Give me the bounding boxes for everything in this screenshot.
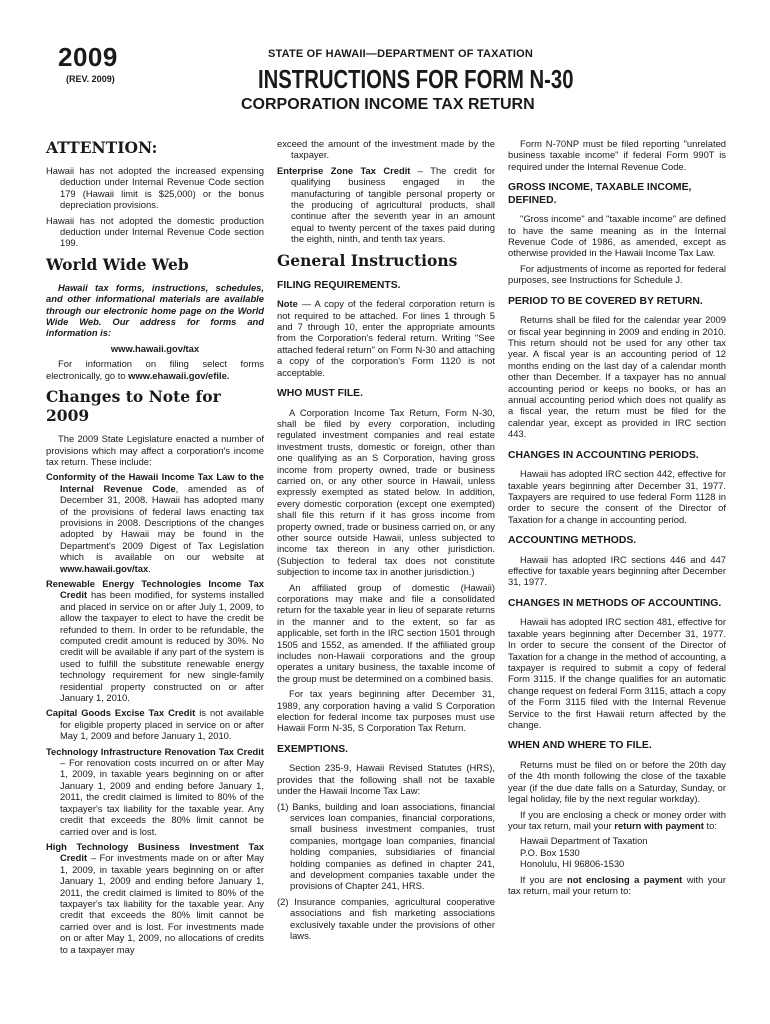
general-instructions-heading: General Instructions xyxy=(277,250,458,270)
page-header xyxy=(0,0,770,130)
changes-methods-heading: CHANGES IN METHODS OF ACCOUNTING. xyxy=(508,597,722,609)
changes-methods-paragraph: Hawaii has adopted IRC section 481, effective for taxable years beginning after December 31, 1977. In order to secure the consent of the Director of Taxation for a change in the method of accounting, a taxpayer is required to submit a copy of federal Form 3115. If the change qualifies for an automatic change request on federal Form 3115, attach a copy of the Form 3115 filed with the Internal Revenue Service to the first Hawaii return affected by the change. xyxy=(508,616,726,731)
payment-text: If you are enclosing a check or money order with your tax return, mail your xyxy=(508,808,726,831)
renewable-item xyxy=(46,578,264,703)
gross-income-paragraph-1: "Gross income" and "taxable income" are defined to have the same meaning as in the Internal Revenue Code of 1986, as amended, except as otherwise provided in the Hawaii Income Tax Law. xyxy=(508,213,726,259)
no-payment-text: If you are xyxy=(520,873,568,885)
no-payment-text-end: with your tax return, mail your return to: xyxy=(508,873,726,896)
efile-text: For information on filing select forms electronically, go to xyxy=(46,358,264,381)
address-line-2: P.O. Box 1530 xyxy=(520,846,580,858)
when-where-heading: WHEN AND WHERE TO FILE. xyxy=(508,740,652,752)
exemptions-intro: Section 235-9, Hawaii Revised Statutes (HRS), provides that the following shall not be taxable under the Hawaii Income Tax Law: xyxy=(277,762,495,797)
agency-name: STATE OF HAWAII—DEPARTMENT OF TAXATION xyxy=(268,48,534,60)
continued-paragraph: exceed the amount of the investment made by the taxpayer. xyxy=(277,138,495,161)
tech-infra-title: Technology Infrastructure Renovation Tax Credit xyxy=(46,745,264,757)
filing-requirements-heading: FILING REQUIREMENTS. xyxy=(277,279,401,291)
form-year: 2009 xyxy=(58,42,118,72)
revision-label: (REV. 2009) xyxy=(66,74,115,84)
period-heading: PERIOD TO BE COVERED BY RETURN. xyxy=(508,295,703,307)
conformity-end: . xyxy=(148,562,151,574)
conformity-item xyxy=(46,471,264,574)
note-paragraph xyxy=(277,298,495,378)
high-tech-item xyxy=(46,841,264,955)
accounting-methods-paragraph: Hawaii has adopted IRC sections 446 and 447 effective for taxable years beginning after December 31, 1977. xyxy=(508,553,726,588)
column-3 xyxy=(508,138,726,900)
n70np-paragraph: Form N-70NP must be filed reporting "unrelated business taxable income" if federal Form 990T is required under the Internal Revenue Code. xyxy=(508,138,726,172)
note-text: — A copy of the federal corporation return is not required to be attached. For lines 1 through 5 and 7 through 10, enter the appropriate amounts from the Corporation's federal return. Writing "See attached federal return" on Form N-30 and attaching a copy of the corporation's Form 1120 is not acceptable. xyxy=(277,298,495,378)
page-subtitle: CORPORATION INCOME TAX RETURN xyxy=(241,96,535,113)
conformity-url-link[interactable]: www.hawaii.gov/tax xyxy=(60,562,149,574)
www-heading: World Wide Web xyxy=(46,254,189,274)
who-paragraph-2: An affiliated group of domestic (Hawaii) corporations may make and file a consolidated return for the taxable year in lieu of separate returns in the manner and to the extent, so far as applicable, set forth in the IRC section 1501 through 1505 and 1552, as amended. If the affiliated group includes non-Hawaii corporations and the group operates a unitary business, the taxable income of the group must be determined on a combined basis. xyxy=(277,581,495,684)
payment-emphasis: return with payment xyxy=(614,819,704,831)
renewable-text: has been modified, for systems installed and placed in service on or after July 1, 2009, to allow the taxpayer to elect to have the credit be refunded to them. In order to be refundable, the computed credit amount is reduced by 30%. No credit will be available if any part of the system is used to fulfill the substitute renewable energy technology requirement for new single-family residential property constructed on or after January 1, 2010. xyxy=(60,589,264,704)
address-line-1: Hawaii Department of Taxation xyxy=(520,835,648,847)
payment-text-end: to: xyxy=(703,819,717,831)
who-must-file-heading: WHO MUST FILE. xyxy=(277,388,364,399)
conformity-title: Conformity of the Hawaii Income Tax Law to the Internal Revenue Code xyxy=(46,471,264,494)
attention-paragraph-2: Hawaii has not adopted the domestic production deduction under Internal Revenue Code section 199. xyxy=(46,214,264,249)
exemption-item-2: (2) Insurance companies, agricultural cooperative associations and fish marketing associations exclusively taxable under the provisions of other laws. xyxy=(277,895,495,942)
capital-goods-title: Capital Goods Excise Tax Credit xyxy=(46,707,196,719)
column-1 xyxy=(46,138,264,959)
accounting-methods-heading: ACCOUNTING METHODS. xyxy=(508,535,637,547)
page-title: INSTRUCTIONS FOR FORM N-30 xyxy=(258,64,574,94)
enterprise-zone-text: – The credit for qualifying business engaged in the manufacturing of tangible personal property or the producing of agricultural products, shall continue after the seventh year in an amount equal to twenty percent of the taxes paid during the eighth, ninth, and tenth tax years. xyxy=(291,164,496,245)
enterprise-zone-item xyxy=(277,165,495,245)
capital-goods-text: is not available for eligible property placed in service on or after May 1, 2009 and before January 1, 2010. xyxy=(60,707,265,742)
no-payment-emphasis: not enclosing a payment xyxy=(567,873,683,885)
www-url-link[interactable]: www.hawaii.gov/tax xyxy=(110,342,200,354)
exemptions-heading: EXEMPTIONS. xyxy=(277,743,349,755)
capital-goods-item xyxy=(46,707,264,741)
note-label: Note xyxy=(277,298,298,310)
enterprise-zone-title: Enterprise Zone Tax Credit xyxy=(277,164,411,176)
when-where-paragraph-3 xyxy=(508,874,726,897)
attention-heading: ATTENTION: xyxy=(46,138,158,157)
renewable-title: Renewable Energy Technologies Income Tax Credit xyxy=(46,577,264,601)
tech-infra-text: – For renovation costs incurred on or after May 1, 2009, in taxable years beginning on or after January 1, 2009 and ending before January 1, 2011, the credit claimed is limited to 80% of the taxpayer's tax liability for the taxable year. Any credit that exceeds the 80% limit cannot be carried over and is lost. xyxy=(60,757,264,837)
www-paragraph: Hawaii tax forms, instructions, schedules, and other informational materials are available through our electronic home page on the World Wide Web. Our address for forms and information is: xyxy=(46,281,264,339)
who-paragraph-1: A Corporation Income Tax Return, Form N-30, shall be filed by every corporation, including regulated investment companies and real estate investment trusts, domestic or foreign, other than one qualifying as an S Corporation, having gross income from property owned, trade or business carried on, or any other source in Hawaii, unless expressly exempted as stated below. In addition, every domestic corporation (except one exempted) shall file this return if it has gross income from property owned, trade or business carried on, or any other source outside Hawaii, unless subjected to income tax thereon in any other jurisdiction. (Subjection to federal tax does not constitute subjection to income tax in another jurisdiction.) xyxy=(277,406,495,578)
column-2 xyxy=(277,138,495,945)
address-line-3: Honolulu, HI 96806-1530 xyxy=(520,858,625,870)
high-tech-text: – For investments made on or after May 1, 2009, in taxable years beginning on or after January 1, 2009 and ending before January 1, 2011, the credit claimed is limited to 80% of the taxpayer's tax liability for the taxable year. Any credit that exceeds the 80% limit cannot be carried over and is lost. For investments made on or after May 1, 2009, no allocations of credits to a taxpayer may xyxy=(60,852,264,955)
when-where-paragraph-2 xyxy=(508,809,726,832)
attention-paragraph-1: Hawaii has not adopted the increased expensing deduction under Internal Revenue Code section 179 (Hawaii limit is $25,000) or the bonus depreciation provisions. xyxy=(46,165,264,211)
gross-income-paragraph-2: For adjustments of income as reported for federal purposes, see Instructions for Schedule J. xyxy=(508,262,726,286)
changes-intro: The 2009 State Legislature enacted a number of provisions which may affect a corporation's income tax return. These include: xyxy=(46,433,264,467)
efile-paragraph xyxy=(46,358,264,381)
high-tech-title: High Technology Business Investment Tax Credit xyxy=(46,840,264,864)
efile-url-link[interactable]: www.ehawaii.gov/efile. xyxy=(128,369,230,381)
who-paragraph-3: For tax years beginning after December 31, 1989, any corporation having a valid S Corporation election for federal income tax purposes must use Hawaii Form N-35, S Corporation Tax Return. xyxy=(277,688,495,734)
period-paragraph: Returns shall be filed for the calendar year 2009 or fiscal year beginning in 2009 and ending in 2010. This return should not be used for any other tax year. A fiscal year is an accounting period of 12 months ending on the last day of a calendar month other than December. If a taxpayer has no annual accounting period or keeps no books, or has an annual accounting period which does not qualify as a fiscal year, the return must be filed for the calendar year, except as provided in IRC section 443. xyxy=(508,314,726,440)
changes-heading: Changes to Note for 2009 xyxy=(46,387,221,426)
accounting-periods-paragraph: Hawaii has adopted IRC section 442, effective for taxable years beginning after December 31, 1977. Taxpayers are required to use federal Form 1128 in order to secure the consent of the Director of Taxation for a change in accounting period. xyxy=(508,468,726,525)
exemption-item-1: (1) Banks, building and loan associations, financial services loan companies, financial corporations, small business investment companies, trust companies, mortgage loan companies, financial holding companies, subsidiaries of financial holding companies as defined in chapter 241, and development companies taxable under the provisions of Chapter 241, HRS. xyxy=(277,800,495,892)
conformity-text: , amended as of December 31, 2008. Hawaii has adopted many of the provisions of federal laws enacting tax provisions in 2008. Descriptions of the changes adopted by Hawaii may be found in the Department's 2009 Digest of Tax Legislation which is available on our website at xyxy=(60,482,264,563)
tech-infra-item xyxy=(46,746,264,837)
accounting-periods-heading: CHANGES IN ACCOUNTING PERIODS. xyxy=(508,449,699,461)
gross-income-heading: GROSS INCOME, TAXABLE INCOME, DEFINED. xyxy=(508,182,692,206)
when-where-paragraph-1: Returns must be filed on or before the 20th day of the 4th month following the close of the taxable year (if the due date falls on a Saturday, Sunday, or legal holiday, file by the next regular workday). xyxy=(508,758,726,805)
